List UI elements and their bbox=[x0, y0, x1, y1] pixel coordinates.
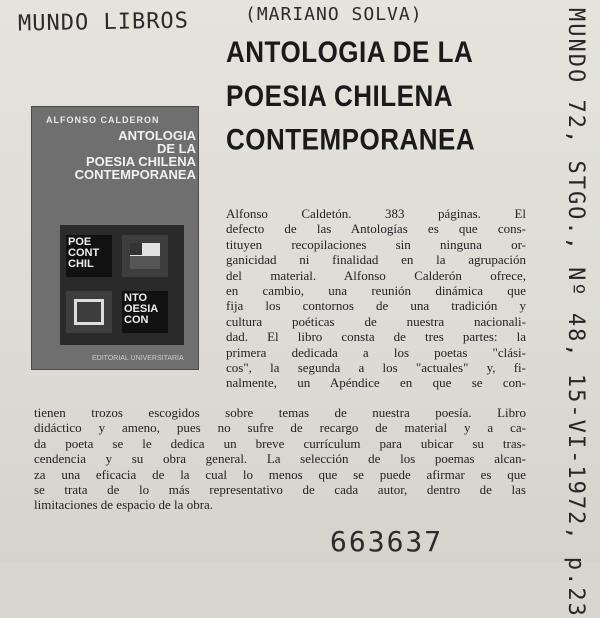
body-line: ganicidad ni finalidad en la agrupación bbox=[226, 252, 526, 268]
body-line: nalmente, un Apéndice en que se con- bbox=[226, 375, 526, 391]
body-line: Alfonso Caldetón. 383 páginas. El bbox=[226, 206, 526, 221]
handwritten-source-citation: MUNDO 72, STGO., Nº 48, 15-VI-1972, p.23 bbox=[563, 8, 588, 618]
cover-publisher: EDITORIAL UNIVERSITARIA bbox=[92, 355, 184, 362]
body-line: cultura poéticas de nuestra nacionali- bbox=[226, 313, 526, 329]
body-line: cendencia y su obra general. La selección de los poemas alcan- bbox=[34, 451, 526, 467]
cover-title-line: ANTOLOGIA bbox=[118, 128, 196, 143]
body-line: tienen trozos escogidos sobre temas de nuestra poesía. Libro bbox=[34, 405, 526, 420]
handwritten-author-note: (MARIANO SOLVA) bbox=[245, 4, 423, 25]
cover-tile-text: POE CONT CHIL bbox=[66, 235, 112, 277]
cover-title bbox=[46, 129, 196, 181]
body-line: limitaciones de espacio de la obra. bbox=[34, 497, 214, 513]
body-line: dad. El libro consta de tres partes: la bbox=[226, 329, 526, 345]
body-line: cos", la segunda a los "actuales" y, fi- bbox=[226, 360, 526, 376]
chilean-flag-icon bbox=[130, 243, 160, 269]
cover-tile-square bbox=[66, 291, 112, 333]
cover-title-line: POESIA CHILENA bbox=[85, 154, 196, 169]
body-line: defecto de las Antologías es que cons- bbox=[226, 221, 526, 237]
body-line: da poeta se le dedica un breve currículum para ubicar su tras- bbox=[34, 435, 526, 451]
headline-line: POESIA CHILENA bbox=[226, 78, 454, 113]
headline-line: CONTEMPORANEA bbox=[226, 122, 476, 157]
body-line: didáctico y ameno, pues no sufre de recargo de material y a ca- bbox=[34, 420, 526, 436]
cover-tile-flag bbox=[122, 235, 168, 277]
handwritten-catalog-number: 663637 bbox=[330, 525, 444, 558]
body-line: fija los contornos de una tradición y bbox=[226, 298, 526, 314]
cover-author: ALFONSO CALDERON bbox=[46, 115, 160, 125]
headline-line: ANTOLOGIA DE LA bbox=[226, 34, 474, 70]
body-line: primera dedicada a los poetas "clási- bbox=[226, 344, 526, 360]
handwritten-section-label: MUNDO LIBROS bbox=[17, 8, 190, 37]
body-line: tituyen recopilaciones sin ninguna or- bbox=[226, 236, 526, 252]
cover-tile-text: NTO OESIA CON bbox=[122, 291, 168, 333]
cover-title-line: DE LA bbox=[157, 141, 196, 156]
cover-art-panel bbox=[60, 225, 184, 345]
article-body-column bbox=[226, 206, 526, 391]
book-cover-image bbox=[32, 107, 198, 369]
body-line: se trata de lo más representativo de cada autor, dentro de las bbox=[34, 482, 526, 498]
cover-title-line: CONTEMPORANEA bbox=[74, 167, 196, 182]
body-line: del material. Alfonso Calderón ofrece, bbox=[226, 267, 526, 283]
body-line: za una eficacia de la cual lo menos que se puede afirmar es que bbox=[34, 466, 526, 482]
body-line: en cambio, una reunión dinámica que bbox=[226, 283, 526, 299]
article-headline bbox=[226, 30, 526, 161]
article-body-full-width bbox=[34, 405, 526, 513]
square-icon bbox=[74, 299, 104, 325]
